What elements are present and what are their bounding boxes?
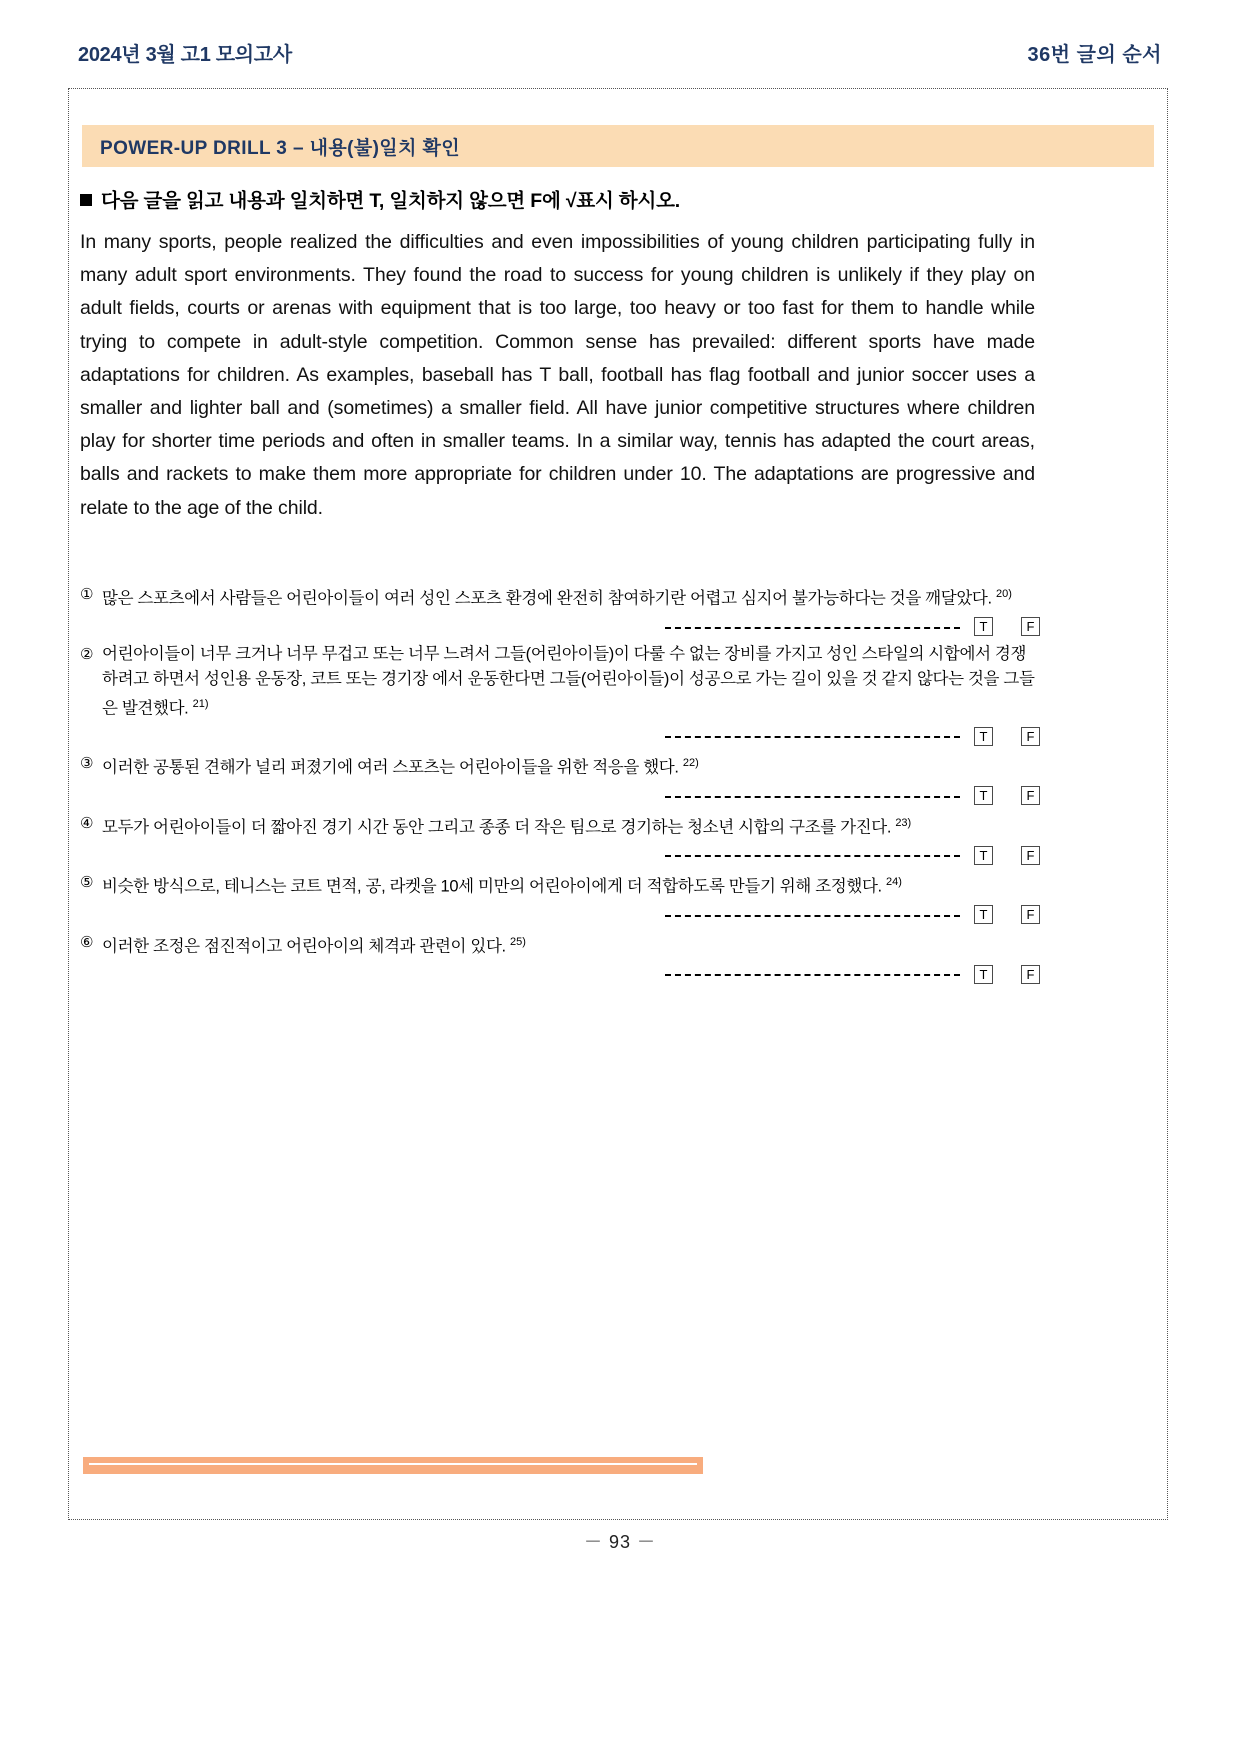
question-item — [80, 930, 1040, 986]
answer-row — [80, 963, 1040, 985]
question-text — [102, 751, 1040, 781]
false-checkbox[interactable]: F — [1021, 846, 1040, 865]
true-checkbox[interactable]: T — [974, 846, 993, 865]
question-number: ③ — [80, 755, 94, 772]
english-passage: In many sports, people realized the difficulties and even impossibilities of young children participating fully in many adult sport environments. They found the road to success for young children is unlikely if they play on adult fields, courts or arenas with equipment that is too large, too heavy or too fast for them to handle while trying to compete in adult-style competition. Common sense has prevailed: different sports have made adaptations for children. As examples, baseball has T ball, football has flag football and junior soccer uses a smaller and lighter ball and (sometimes) a smaller field. All have junior competitive structures where children play for shorter time periods and often in smaller teams. In a similar way, tennis has adapted the court areas, balls and rackets to make them more appropriate for children under 10. The adaptations are progressive and relate to the age of the child. — [80, 231, 1035, 519]
dashed-answer-rule — [665, 736, 960, 738]
answer-row — [80, 725, 1040, 747]
true-checkbox[interactable]: T — [974, 617, 993, 636]
answer-row — [80, 904, 1040, 926]
question-text — [102, 811, 1040, 841]
false-checkbox[interactable]: F — [1021, 617, 1040, 636]
question-text — [102, 582, 1040, 612]
dashed-answer-rule — [665, 915, 960, 917]
dashed-answer-rule — [665, 974, 960, 976]
header-question-title: 36번 글의 순서 — [1027, 44, 1162, 66]
dashed-answer-rule — [665, 627, 960, 629]
question-number: ② — [80, 645, 94, 663]
drill-title-text: POWER-UP DRILL 3 – 내용(불)일치 확인 — [100, 137, 461, 159]
true-checkbox[interactable]: T — [974, 786, 993, 805]
footer-accent-bar — [83, 1457, 703, 1474]
question-statement: 비슷한 방식으로, 테니스는 코트 면적, 공, 라켓을 10세 미만의 어린아이에게 더 적합하도록 만들기 위해 조정했다. — [102, 877, 882, 896]
true-checkbox[interactable]: T — [974, 965, 993, 984]
question-footnote-marker: 23) — [895, 816, 912, 829]
answer-row — [80, 785, 1040, 807]
question-text — [102, 870, 1040, 900]
answer-row — [80, 616, 1040, 638]
question-footnote-marker: 22) — [682, 757, 699, 769]
header-exam-title: 2024년 3월 고1 모의고사 — [78, 44, 292, 66]
question-body — [80, 930, 1040, 960]
true-checkbox[interactable]: T — [974, 905, 993, 924]
false-checkbox[interactable]: F — [1021, 786, 1040, 805]
dashed-answer-rule — [665, 796, 960, 798]
question-footnote-marker: 25) — [510, 935, 526, 948]
question-item — [80, 751, 1040, 807]
question-body — [80, 582, 1040, 612]
page-header — [78, 38, 1162, 67]
question-text — [102, 930, 1040, 960]
question-number: ④ — [80, 814, 94, 832]
question-footnote-marker: 24) — [886, 876, 902, 888]
question-item — [80, 811, 1040, 867]
question-footnote-marker: 20) — [995, 588, 1012, 600]
question-footnote-marker: 21) — [192, 697, 209, 710]
question-body — [80, 642, 1040, 722]
question-number: ⑥ — [80, 933, 94, 951]
question-statement: 모두가 어린아이들이 더 짧아진 경기 시간 동안 그리고 종종 더 작은 팀으로 경기하는 청소년 시합의 구조를 가진다. — [102, 818, 892, 836]
false-checkbox[interactable]: F — [1021, 727, 1040, 746]
false-checkbox[interactable]: F — [1021, 905, 1040, 924]
question-list — [80, 582, 1040, 989]
question-body — [80, 870, 1040, 900]
question-body — [80, 751, 1040, 781]
answer-row — [80, 844, 1040, 866]
question-item — [80, 642, 1040, 748]
instruction-text: 다음 글을 읽고 내용과 일치하면 T, 일치하지 않으면 F에 √표시 하시오. — [101, 190, 680, 212]
question-statement: 이러한 조정은 점진적이고 어린아이의 체격과 관련이 있다. — [102, 937, 506, 955]
dashed-answer-rule — [665, 855, 960, 857]
page-number: － 93 － — [583, 1532, 657, 1552]
instruction-line — [80, 185, 1150, 213]
question-statement: 어린아이들이 너무 크거나 너무 무겁고 또는 너무 느려서 그들(어린아이들)이 다룰 수 없는 장비를 가지고 성인 스타일의 시합에서 경쟁하려고 하면서 성인용 운동장, 코트 또는 경기장 에서 운동한다면 그들(어린아이들)이 성공으로 가는 길이 있을 것 같지 않다는 것을 그들은 발견했다. — [102, 644, 1035, 717]
false-checkbox[interactable]: F — [1021, 965, 1040, 984]
question-item — [80, 582, 1040, 638]
question-text — [102, 642, 1040, 722]
true-checkbox[interactable]: T — [974, 727, 993, 746]
question-item — [80, 870, 1040, 926]
square-bullet-icon — [80, 194, 92, 206]
question-statement: 많은 스포츠에서 사람들은 어린아이들이 여러 성인 스포츠 환경에 완전히 참여하기란 어렵고 심지어 불가능하다는 것을 깨달았다. — [102, 589, 992, 608]
question-number: ⑤ — [80, 874, 94, 891]
drill-title-bar — [82, 125, 1154, 167]
question-number: ① — [80, 586, 94, 603]
question-body — [80, 811, 1040, 841]
question-statement: 이러한 공통된 견해가 널리 퍼졌기에 여러 스포츠는 어린아이들을 위한 적응을 했다. — [102, 758, 679, 777]
